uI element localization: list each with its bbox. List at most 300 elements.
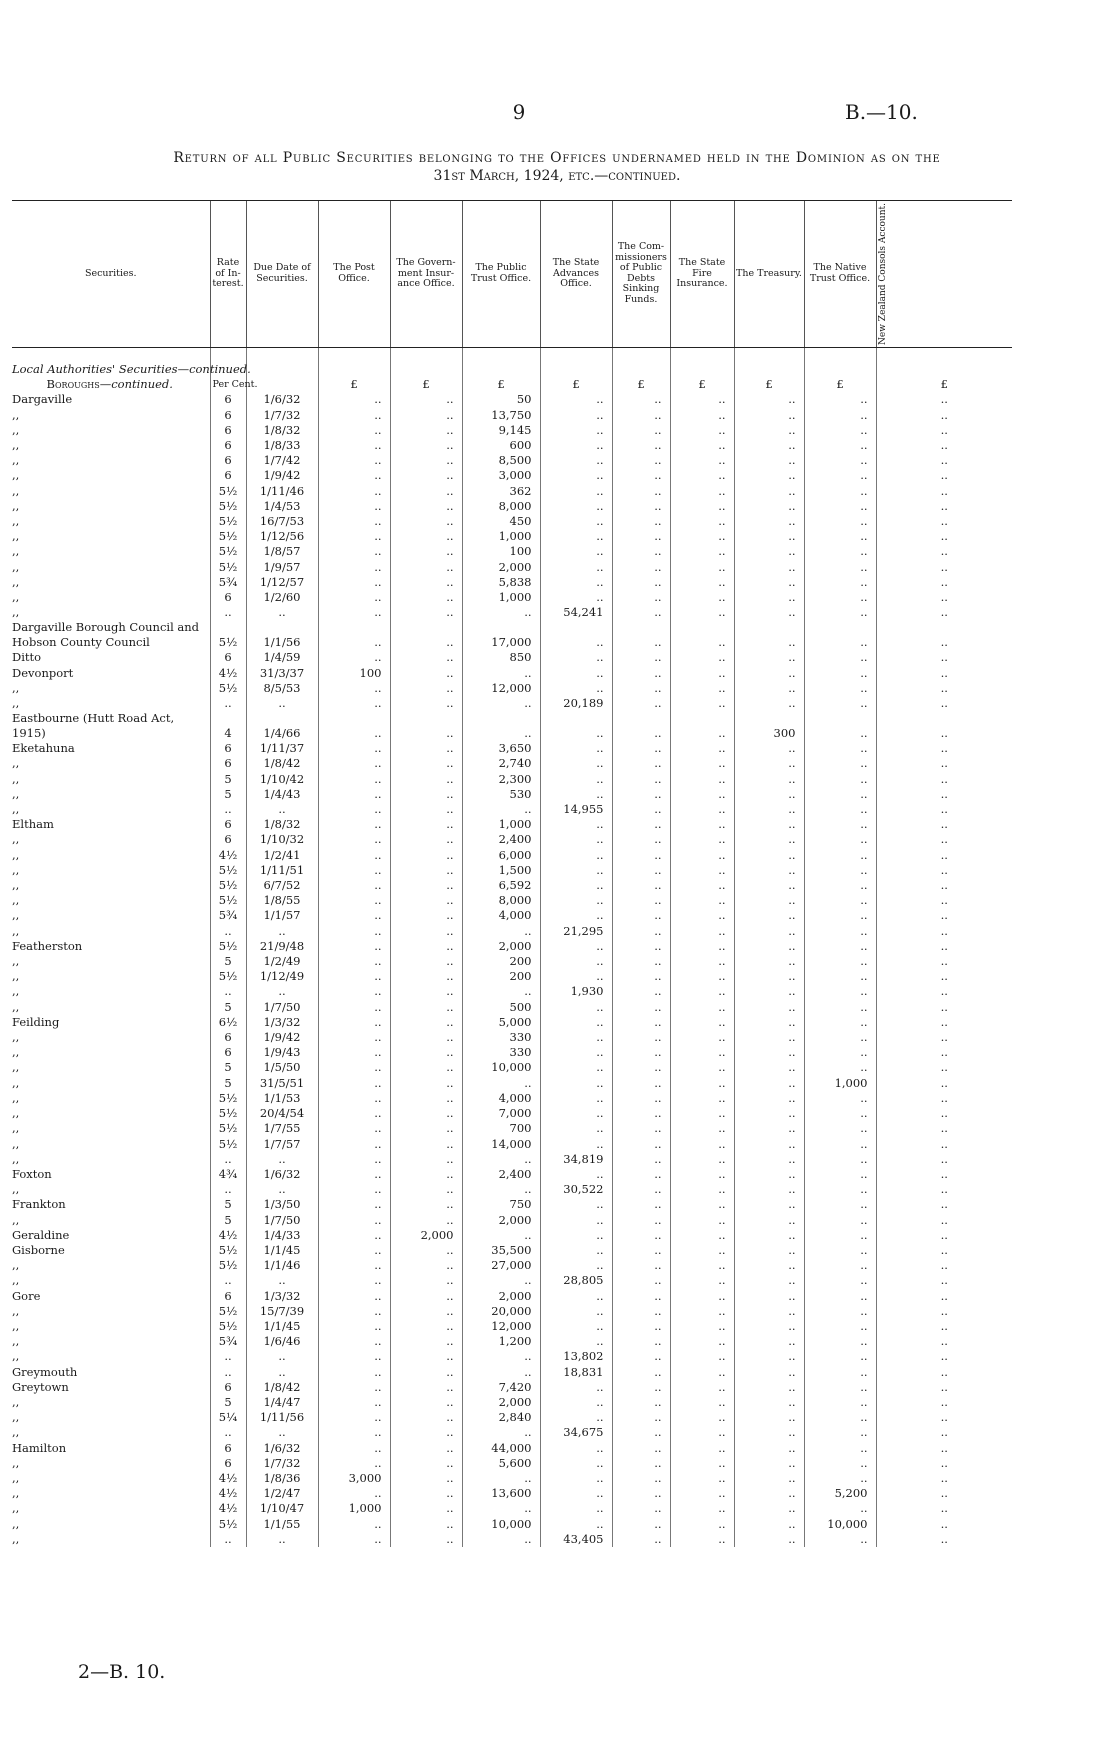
amount-treas: .. [734,438,804,453]
amount-fire: .. [670,1334,734,1349]
table-row [12,1395,1012,1410]
table-row [12,423,1012,438]
amount-pto: 362 [462,484,540,499]
currency-symbol: £ [876,377,1012,392]
table-row [12,772,1012,787]
amount-nto: .. [804,1456,876,1471]
amount-pto: 9,145 [462,423,540,438]
due-date: 1/10/32 [246,832,318,847]
table-row [12,908,1012,923]
amount-sao: .. [540,1167,612,1182]
amount-pto: 8,500 [462,453,540,468]
table-row [12,863,1012,878]
interest-rate: 5½ [210,893,246,908]
amount-sao: .. [540,560,612,575]
amount-nzc: .. [876,1395,1012,1410]
amount-pto: 3,000 [462,468,540,483]
security-name-text: Eastbourne (Hutt Road Act, 1915) [12,711,175,741]
amount-sao: .. [540,620,612,650]
amount-treas: .. [734,1380,804,1395]
amount-nzc: .. [876,453,1012,468]
amount-gio: .. [390,969,462,984]
amount-nzc: .. [876,711,1012,741]
amount-nzc: .. [876,575,1012,590]
amount-nzc: .. [876,468,1012,483]
amount-sao: .. [540,1410,612,1425]
amount-pto: 8,000 [462,893,540,908]
security-name-text: ,, [12,680,20,695]
col-post-office: The Post Office. [318,201,390,348]
amount-treas: .. [734,392,804,407]
amount-post: .. [318,1106,390,1121]
security-name [12,954,210,969]
amount-comm: .. [612,1304,670,1319]
interest-rate: 5¾ [210,575,246,590]
security-name [12,468,210,483]
amount-nto: .. [804,1380,876,1395]
amount-sao: .. [540,878,612,893]
interest-rate: 4½ [210,1501,246,1516]
amount-post: .. [318,514,390,529]
security-name [12,1456,210,1471]
amount-gio: .. [390,1410,462,1425]
amount-nto: .. [804,1045,876,1060]
col-consols-label: New Zealand Consols Account. [877,203,888,345]
security-name-text: ,, [12,1030,20,1045]
table-row [12,1030,1012,1045]
amount-comm: .. [612,408,670,423]
currency-symbol: £ [670,377,734,392]
table-row [12,756,1012,771]
security-name [12,484,210,499]
amount-sao: 21,295 [540,924,612,939]
amount-nzc: .. [876,1197,1012,1212]
amount-post: .. [318,1045,390,1060]
security-name-text: ,, [12,1045,20,1060]
amount-nto: .. [804,1015,876,1030]
amount-sao: .. [540,499,612,514]
interest-rate: .. [210,1152,246,1167]
amount-treas: .. [734,514,804,529]
interest-rate: 6 [210,1030,246,1045]
amount-nzc: .. [876,1410,1012,1425]
document-code: B.—10. [845,100,918,124]
amount-sao: .. [540,650,612,665]
amount-nto: 10,000 [804,1517,876,1532]
amount-treas: .. [734,1334,804,1349]
table-row [12,1152,1012,1167]
amount-treas: .. [734,696,804,711]
amount-treas: .. [734,1045,804,1060]
amount-treas: .. [734,939,804,954]
security-name [12,1228,210,1243]
table-row [12,893,1012,908]
amount-sao: .. [540,1289,612,1304]
amount-post: .. [318,499,390,514]
amount-comm: .. [612,1045,670,1060]
security-name [12,1334,210,1349]
amount-gio: .. [390,741,462,756]
amount-nzc: .. [876,1501,1012,1516]
due-date: 20/4/54 [246,1106,318,1121]
amount-nzc: .. [876,1486,1012,1501]
amount-pto: 2,400 [462,1167,540,1182]
amount-gio: .. [390,1137,462,1152]
amount-treas: .. [734,1076,804,1091]
amount-post: .. [318,484,390,499]
table-subtitle: 31st March, 1924, etc.—continued. [433,168,681,184]
security-name [12,575,210,590]
due-date: .. [246,802,318,817]
security-name-text: ,, [12,756,20,771]
security-name-text: ,, [12,483,20,498]
amount-sao: .. [540,954,612,969]
amount-nzc: .. [876,939,1012,954]
amount-nto: .. [804,605,876,620]
amount-post: .. [318,1425,390,1440]
amount-fire: .. [670,453,734,468]
due-date: 1/12/56 [246,529,318,544]
interest-rate: 5½ [210,969,246,984]
table-row [12,1365,1012,1380]
table-row [12,1243,1012,1258]
amount-nzc: .. [876,1228,1012,1243]
amount-post: .. [318,529,390,544]
security-name [12,1441,210,1456]
amount-nzc: .. [876,1273,1012,1288]
security-name-text: Greymouth [12,1364,78,1379]
security-name [12,1182,210,1197]
col-state-fire-insurance: The State Fire Insurance. [670,201,734,348]
amount-gio: .. [390,1486,462,1501]
amount-sao: .. [540,1471,612,1486]
table-row [12,1106,1012,1121]
security-name [12,681,210,696]
due-date: .. [246,1152,318,1167]
amount-gio: .. [390,1501,462,1516]
security-name [12,590,210,605]
amount-treas: .. [734,924,804,939]
amount-comm: .. [612,529,670,544]
security-name-text: ,, [12,544,20,559]
amount-comm: .. [612,1243,670,1258]
security-name [12,787,210,802]
amount-treas: .. [734,848,804,863]
amount-nzc: .. [876,423,1012,438]
amount-post: .. [318,1273,390,1288]
amount-pto: 2,000 [462,560,540,575]
interest-rate: .. [210,924,246,939]
amount-pto: 1,000 [462,590,540,605]
amount-sao: .. [540,711,612,741]
amount-post: .. [318,681,390,696]
amount-nto: .. [804,1106,876,1121]
security-name [12,878,210,893]
amount-fire: .. [670,1456,734,1471]
amount-nzc: .. [876,605,1012,620]
amount-fire: .. [670,954,734,969]
amount-treas: .. [734,1349,804,1364]
amount-gio: .. [390,620,462,650]
amount-nto: .. [804,590,876,605]
amount-comm: .. [612,1349,670,1364]
due-date: 1/5/50 [246,1060,318,1075]
amount-comm: .. [612,1380,670,1395]
security-name [12,1319,210,1334]
amount-comm: .. [612,438,670,453]
due-date: 1/11/51 [246,863,318,878]
due-date: 1/4/59 [246,650,318,665]
table-row [12,1137,1012,1152]
amount-post: .. [318,1258,390,1273]
amount-pto: .. [462,1349,540,1364]
amount-fire: .. [670,741,734,756]
interest-rate: .. [210,802,246,817]
amount-fire: .. [670,893,734,908]
currency-symbol: £ [612,377,670,392]
amount-treas: .. [734,1228,804,1243]
table-row [12,924,1012,939]
table-row [12,514,1012,529]
security-name-text: ,, [12,802,20,817]
amount-post: .. [318,453,390,468]
amount-gio: .. [390,772,462,787]
amount-sao: .. [540,1395,612,1410]
amount-nzc: .. [876,499,1012,514]
subheading-boroughs: Boroughs [46,377,100,392]
amount-nto: .. [804,1365,876,1380]
amount-gio: .. [390,1121,462,1136]
amount-fire: .. [670,832,734,847]
security-name [12,1258,210,1273]
amount-comm: .. [612,1000,670,1015]
table-row [12,1349,1012,1364]
due-date: 6/7/52 [246,878,318,893]
interest-rate: 6 [210,1456,246,1471]
security-name-text: ,, [12,999,20,1014]
due-date: .. [246,1182,318,1197]
amount-gio: .. [390,756,462,771]
security-name [12,969,210,984]
amount-nto: .. [804,1334,876,1349]
amount-nzc: .. [876,1045,1012,1060]
amount-sao: .. [540,832,612,847]
due-date: .. [246,605,318,620]
due-date: 1/7/42 [246,453,318,468]
security-name [12,499,210,514]
amount-fire: .. [670,711,734,741]
interest-rate: 6 [210,1380,246,1395]
col-due-date: Due Date of Securities. [246,201,318,348]
table-row [12,817,1012,832]
security-name [12,832,210,847]
security-name [12,1213,210,1228]
amount-sao: 34,675 [540,1425,612,1440]
table-row [12,453,1012,468]
interest-rate: 6 [210,1045,246,1060]
security-name-text: ,, [12,498,20,513]
amount-fire: .. [670,1410,734,1425]
security-name-text: ,, [12,1151,20,1166]
amount-fire: .. [670,1380,734,1395]
amount-comm: .. [612,848,670,863]
table-row [12,939,1012,954]
amount-nto: .. [804,984,876,999]
amount-post: .. [318,1091,390,1106]
table-row [12,832,1012,847]
amount-treas: .. [734,423,804,438]
table-row [12,711,1012,741]
amount-comm: .. [612,575,670,590]
amount-fire: .. [670,1243,734,1258]
amount-nzc: .. [876,1121,1012,1136]
interest-rate: 5 [210,1000,246,1015]
interest-rate: 5½ [210,1243,246,1258]
table-row [12,438,1012,453]
amount-nto: .. [804,1349,876,1364]
interest-rate: 5½ [210,863,246,878]
amount-post: .. [318,772,390,787]
interest-rate: 5 [210,772,246,787]
amount-treas: .. [734,908,804,923]
due-date: 1/1/57 [246,908,318,923]
interest-rate: 4½ [210,1228,246,1243]
amount-gio: .. [390,1517,462,1532]
table-row [12,499,1012,514]
table-row [12,1228,1012,1243]
amount-nto: .. [804,1532,876,1547]
amount-sao: .. [540,908,612,923]
col-securities: Securities. [12,201,210,348]
amount-comm: .. [612,1441,670,1456]
amount-pto: 3,650 [462,741,540,756]
amount-nzc: .. [876,590,1012,605]
amount-gio: .. [390,863,462,878]
amount-nzc: .. [876,1425,1012,1440]
amount-gio: .. [390,650,462,665]
amount-pto: 500 [462,1000,540,1015]
due-date: 1/3/32 [246,1015,318,1030]
amount-post: .. [318,1121,390,1136]
interest-rate: 5 [210,1197,246,1212]
per-cent-label: Per Cent. [210,377,246,392]
table-row [12,1319,1012,1334]
amount-sao: 13,802 [540,1349,612,1364]
amount-post: .. [318,863,390,878]
table-row [12,408,1012,423]
amount-pto: .. [462,1076,540,1091]
security-name [12,529,210,544]
due-date: 1/8/36 [246,1471,318,1486]
amount-nzc: .. [876,1167,1012,1182]
amount-treas: .. [734,544,804,559]
amount-pto: 2,740 [462,756,540,771]
amount-pto: .. [462,696,540,711]
security-name [12,1152,210,1167]
amount-gio: .. [390,468,462,483]
amount-post: 3,000 [318,1471,390,1486]
amount-post: .. [318,650,390,665]
security-name [12,605,210,620]
amount-treas: .. [734,1501,804,1516]
interest-rate: 5½ [210,560,246,575]
currency-symbol: £ [540,377,612,392]
interest-rate: 6 [210,1441,246,1456]
amount-sao: .. [540,1380,612,1395]
amount-comm: .. [612,787,670,802]
amount-nzc: .. [876,772,1012,787]
security-name-text: ,, [12,1501,20,1516]
amount-nto: .. [804,1167,876,1182]
amount-nto: .. [804,954,876,969]
amount-gio: .. [390,1152,462,1167]
amount-nto: .. [804,696,876,711]
security-name [12,711,210,741]
interest-rate: .. [210,605,246,620]
amount-comm: .. [612,605,670,620]
security-name-text: ,, [12,1060,20,1075]
table-row [12,954,1012,969]
amount-pto: 35,500 [462,1243,540,1258]
amount-comm: .. [612,802,670,817]
interest-rate: 6 [210,438,246,453]
amount-nzc: .. [876,438,1012,453]
amount-post: .. [318,438,390,453]
amount-comm: .. [612,1228,670,1243]
amount-post: .. [318,1532,390,1547]
security-name [12,893,210,908]
security-name-text: ,, [12,908,20,923]
amount-pto: 7,420 [462,1380,540,1395]
amount-treas: .. [734,575,804,590]
due-date: 16/7/53 [246,514,318,529]
amount-pto: 2,400 [462,832,540,847]
due-date: 1/11/46 [246,484,318,499]
interest-rate: 5 [210,1060,246,1075]
security-name [12,1137,210,1152]
amount-post: .. [318,1349,390,1364]
due-date: 1/10/47 [246,1501,318,1516]
interest-rate: 5½ [210,484,246,499]
amount-nzc: .. [876,1258,1012,1273]
amount-nzc: .. [876,969,1012,984]
security-name [12,1486,210,1501]
security-name [12,1501,210,1516]
due-date: 1/2/47 [246,1486,318,1501]
amount-comm: .. [612,1456,670,1471]
interest-rate: .. [210,1349,246,1364]
amount-treas: .. [734,787,804,802]
table-row [12,802,1012,817]
interest-rate: .. [210,1532,246,1547]
security-name [12,1273,210,1288]
amount-nzc: .. [876,681,1012,696]
amount-treas: .. [734,681,804,696]
amount-fire: .. [670,392,734,407]
amount-nto: .. [804,893,876,908]
amount-treas: .. [734,1517,804,1532]
amount-gio: .. [390,924,462,939]
amount-comm: .. [612,1152,670,1167]
amount-nto: .. [804,484,876,499]
amount-nto: .. [804,438,876,453]
interest-rate: 6 [210,756,246,771]
amount-gio: .. [390,1395,462,1410]
amount-nzc: .. [876,756,1012,771]
amount-nto: .. [804,756,876,771]
amount-sao: .. [540,1517,612,1532]
amount-post: .. [318,560,390,575]
